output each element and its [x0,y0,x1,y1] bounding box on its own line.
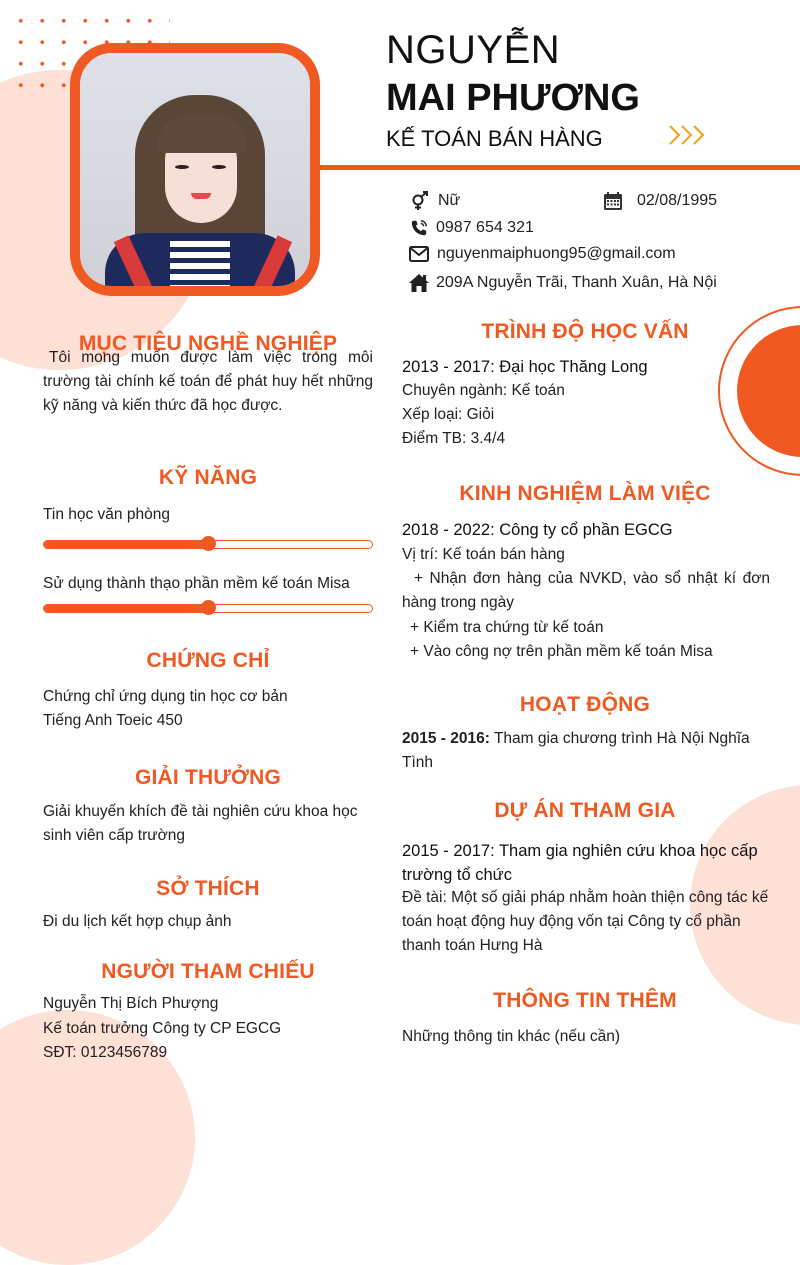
photo-shirt-stripes [170,241,230,296]
skill-level-fill [44,605,208,612]
extra-text: Những thông tin khác (nếu cần) [402,1028,621,1045]
certificates-title: CHỨNG CHỈ [146,649,270,672]
reference-position: Kế toán trưởng Công ty CP EGCG [43,1020,282,1037]
skill-level-fill [44,541,208,548]
calendar-icon [603,191,623,211]
skill-label: Tin học văn phòng [43,506,170,523]
photo-lips [191,193,211,199]
contact-gender [410,191,460,211]
dob-value: 02/08/1995 [637,192,718,209]
extra-title: THÔNG TIN THÊM [493,989,677,1012]
gender-value: Nữ [438,192,461,209]
last-name: MAI PHƯƠNG [386,77,640,119]
contact-email [409,244,676,264]
skill-label: Sử dụng thành thạo phần mềm kế toán Misa [43,575,350,592]
photo-eye [212,165,226,169]
gender-icon [410,191,430,211]
experience-duty: + Kiểm tra chứng từ kế toán [410,619,604,636]
references-title: NGƯỜI THAM CHIẾU [101,960,315,983]
skill-level-knob [201,536,216,551]
activities-title: HOẠT ĐỘNG [519,693,651,716]
certificate-item: Tiếng Anh Toeic 450 [43,712,183,729]
activity-item [402,727,772,775]
education-title: TRÌNH ĐỘ HỌC VẤN [481,320,689,343]
education-major: Chuyên ngành: Kế toán [402,382,565,399]
skill-level-bar [43,604,373,613]
experience-duty: + Vào công nợ trên phần mềm kế toán Misa [410,643,713,660]
objective-title: MỤC TIÊU NGHỀ NGHIỆP [78,332,338,355]
skills-title: KỸ NĂNG [158,466,258,489]
experience-heading: 2018 - 2022: Công ty cổ phần EGCG [402,521,673,539]
first-name: NGUYỄN [386,28,561,72]
email-value[interactable]: nguyenmaiphuong95@gmail.com [437,245,676,262]
experience-title: KINH NGHIỆM LÀM VIỆC [459,482,711,505]
project-topic: Đề tài: Một số giải pháp nhằm hoàn thiện công tác kế toán hoạt động huy động vốn tại Công ty cổ phần thanh toán Hưng Hà [402,889,769,954]
contact-phone [410,218,534,238]
experience-position: Vị trí: Kế toán bán hàng [402,546,565,563]
education-rank: Xếp loại: Giỏi [402,406,495,423]
experience-duty: + Nhận đơn hàng của NVKD, vào sổ nhật kí đơn hàng trong ngày [402,570,770,611]
education-gpa: Điểm TB: 3.4/4 [402,430,506,447]
photo-eye [175,165,189,169]
education-heading: 2013 - 2017: Đại học Thăng Long [402,358,648,376]
triple-chevron-right-icon [668,124,710,146]
photo-bangs [158,113,246,153]
address-value: 209A Nguyễn Trãi, Thanh Xuân, Hà Nội [436,274,717,291]
projects-title: DỰ ÁN THAM GIA [494,799,676,822]
job-title: KẾ TOÁN BÁN HÀNG [386,126,603,151]
header-divider-line [320,165,800,170]
phone-icon [410,219,428,237]
activity-period: 2015 - 2016: [402,730,490,747]
activity-text: Tham gia chương trình Hà Nội Nghĩa Tình [402,730,750,771]
envelope-icon [409,246,429,262]
hobbies-title: SỞ THÍCH [156,877,260,900]
awards-title: GIẢI THƯỞNG [134,766,282,789]
phone-value: 0987 654 321 [436,219,534,236]
skill-level-knob [201,600,216,615]
hobby-item: Đi du lịch kết hợp chụp ảnh [43,913,232,930]
reference-name: Nguyễn Thị Bích Phượng [43,995,219,1012]
reference-phone: SĐT: 0123456789 [43,1044,168,1061]
award-item: Giải khuyến khích đề tài nghiên cứu khoa học sinh viên cấp trường [43,803,358,844]
profile-photo [70,43,320,296]
objective-text: Tôi mong muốn được làm việc trong môi trường tài chính kế toán để phát huy hết những kỹ năng và kiến thức đã học được. [43,349,373,414]
project-heading: 2015 - 2017: Tham gia nghiên cứu khoa học cấp trường tổ chức [402,842,758,884]
certificate-item: Chứng chỉ ứng dụng tin học cơ bản [43,688,288,705]
contact-dob [603,191,717,211]
contact-address [408,273,717,293]
skill-level-bar [43,540,373,549]
home-icon [408,273,430,293]
